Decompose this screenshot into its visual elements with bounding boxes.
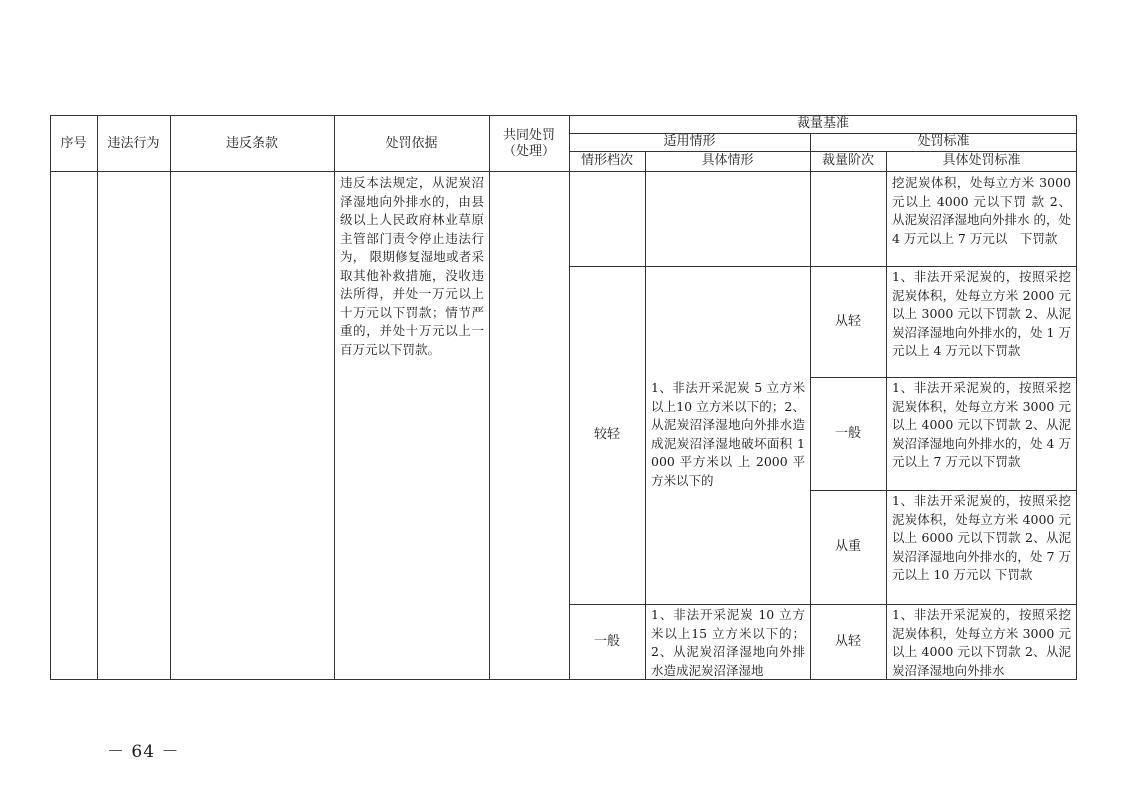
standard-general-lenient: 1、非法开采泥炭的，按照采挖泥炭体积，处每立方米 3000 元以上 4000 元以下罚款 2、从泥炭沼泽湿地向外排水	[892, 607, 1071, 678]
header-level: 情形档次	[580, 153, 633, 168]
page-number: － 64 －	[107, 742, 180, 762]
situation-light: 1、非法开采泥炭 5 立方米以上10 立方米以下的；2、从泥炭沼泽湿地向外排水造成泥炭沼泽湿地破坏面积 1000 平方米以 上 2000 平方米以下的	[651, 380, 805, 488]
stage-general-lenient: 从轻	[834, 633, 861, 649]
col-line-1	[97, 115, 98, 680]
top-standard-text: 挖泥炭体积，处每立方米 3000 元以上 4000 元以下罚 款 2、从泥炭沼泽湿地向外排水 的，处 4 万元以上 7 万元以 下罚款	[892, 175, 1071, 246]
basis-text: 违反本法规定，从泥炭沼泽湿地向外排水的，由县级以上人民政府林业草原主管部门责令停止违法行为， 限期修复湿地或者采取其他补救措施，没收违法所得，并处一万元以上十万元以下罚款；情节严重的，并处十万元以上一百万元以下罚款。	[340, 175, 484, 357]
header-specific: 具体情形	[701, 153, 754, 168]
header-stage: 裁量阶次	[821, 153, 874, 168]
stage-light-severe: 从重	[834, 539, 861, 555]
standard-light-severe: 1、非法开采泥炭的，按照采挖泥炭体积，处每立方米 4000 元以上 6000 元以下罚款 2、从泥炭沼泽湿地向外排水的，处 7 万元以上 10 万元以 下罚款	[892, 493, 1071, 582]
header-specific-standard: 具体处罚标准	[942, 153, 1021, 168]
col-line-9	[1076, 115, 1077, 680]
header-violation: 违法行为	[107, 135, 160, 151]
header-standard: 处罚标准	[917, 134, 970, 149]
header-joint	[489, 115, 569, 172]
standard-light-lenient: 1、非法开采泥炭的，按照采挖泥炭体积，处每立方米 2000 元以上 3000 元以下罚款 2、从泥炭沼泽湿地向外排水的，处 1 万元以上 4 万元以下罚款	[892, 269, 1071, 358]
header-joint-line2: （处理）	[502, 143, 555, 159]
level-general: 一般	[593, 633, 620, 649]
stage-light-general: 一般	[834, 425, 861, 441]
col-line-0	[50, 115, 51, 680]
header-benchmark: 裁量基准	[796, 116, 849, 131]
header-seq: 序号	[60, 135, 87, 151]
col-line-4	[489, 115, 490, 680]
level-light: 较轻	[593, 427, 620, 443]
penalty-table	[50, 115, 1077, 680]
stage-light-lenient: 从轻	[834, 313, 861, 329]
situation-general: 1、非法开采泥炭 10 立方米以上15 立方米以下的；2、从泥炭沼泽湿地向外排水造成泥炭沼泽湿地	[651, 607, 805, 678]
header-joint-line1: 共同处罚	[502, 127, 555, 143]
header-clause: 违反条款	[225, 135, 278, 151]
header-applicable: 适用情形	[663, 134, 716, 149]
standard-light-general: 1、非法开采泥炭的，按照采挖泥炭体积，处每立方米 3000 元以上 4000 元以下罚款 2、从泥炭沼泽湿地向外排水的，处 4 万元以上 7 万元以下罚款	[892, 380, 1071, 469]
col-line-2	[170, 115, 171, 680]
header-basis: 处罚依据	[385, 135, 438, 151]
